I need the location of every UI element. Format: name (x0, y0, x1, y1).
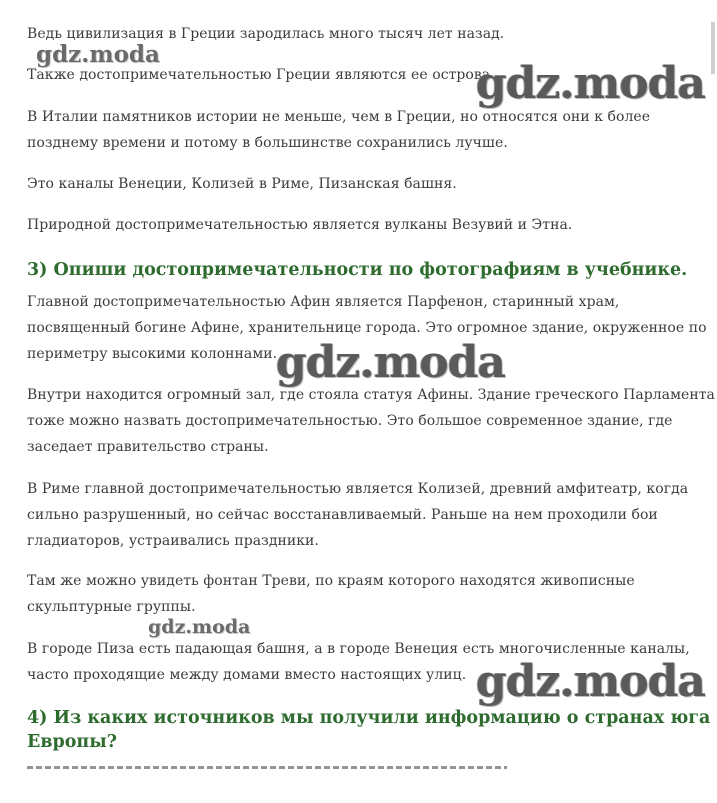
paragraph-athens-line2: посвященный богине Афине, хранительнице города. Это огромное здание, окруженное по (27, 320, 707, 336)
paragraph-athens-line1: Главной достопримечательностью Афин является Парфенон, старинный храм, (27, 294, 620, 310)
paragraph-rome-line2: сильно разрушенный, но сейчас восстанавливаемый. Раньше на нем проходили бои (27, 507, 658, 523)
scroll-edge (711, 22, 715, 74)
watermark-logo: gdz.moda (36, 41, 160, 68)
paragraph-rome-line3: гладиаторов, устраивались праздники. (27, 533, 319, 549)
paragraph-italy-line2: позднему времени и потому в большинстве сохранились лучше. (27, 135, 508, 151)
paragraph-greece-civilization: Ведь цивилизация в Греции зародилась много тысяч лет назад. (27, 26, 505, 42)
watermark-logo: gdz.moda (476, 656, 706, 707)
paragraph-pisa-line1: В городе Пиза есть падающая башня, а в городе Венеция есть многочисленные каналы, (27, 641, 690, 657)
paragraph-pisa-line2: часто проходящие между домами вместо настоящих улиц. (27, 667, 467, 683)
heading-question-4-line1: 4) Из каких источников мы получили информацию о странах юга (27, 708, 711, 728)
watermark-logo: gdz.moda (276, 337, 506, 388)
clipped-next-line (27, 766, 507, 769)
paragraph-rome-line1: В Риме главной достопримечательностью является Колизей, древний амфитеатр, когда (27, 481, 689, 497)
heading-question-4-line2: Европы? (27, 732, 118, 752)
watermark-logo: gdz.moda (148, 616, 251, 638)
paragraph-trevi-line2: скульптурные группы. (27, 599, 196, 615)
paragraph-greece-islands: Также достопримечательностью Греции являются ее острова. (27, 67, 495, 83)
heading-question-3: 3) Опиши достопримечательности по фотографиям в учебнике. (27, 260, 688, 280)
clipped-previous-line (27, 0, 187, 2)
paragraph-parliament-line1: Внутри находится огромный зал, где стояла статуя Афины. Здание греческого Парламента (27, 387, 715, 403)
paragraph-parliament-line3: заседает правительство страны. (27, 439, 269, 455)
paragraph-trevi-line1: Там же можно увидеть фонтан Треви, по краям которого находятся живописные (27, 573, 635, 589)
paragraph-italy-landmarks: Это каналы Венеции, Колизей в Риме, Пизанская башня. (27, 176, 457, 192)
paragraph-parliament-line2: тоже можно назвать достопримечательностью. Это большое современное здание, где (27, 413, 673, 429)
paragraph-volcanoes: Природной достопримечательностью является вулканы Везувий и Этна. (27, 217, 573, 233)
watermark-logo: gdz.moda (476, 58, 706, 109)
paragraph-italy-line1: В Италии памятников истории не меньше, чем в Греции, но относятся они к более (27, 109, 651, 125)
paragraph-athens-line3: периметру высокими колоннами. (27, 346, 278, 362)
